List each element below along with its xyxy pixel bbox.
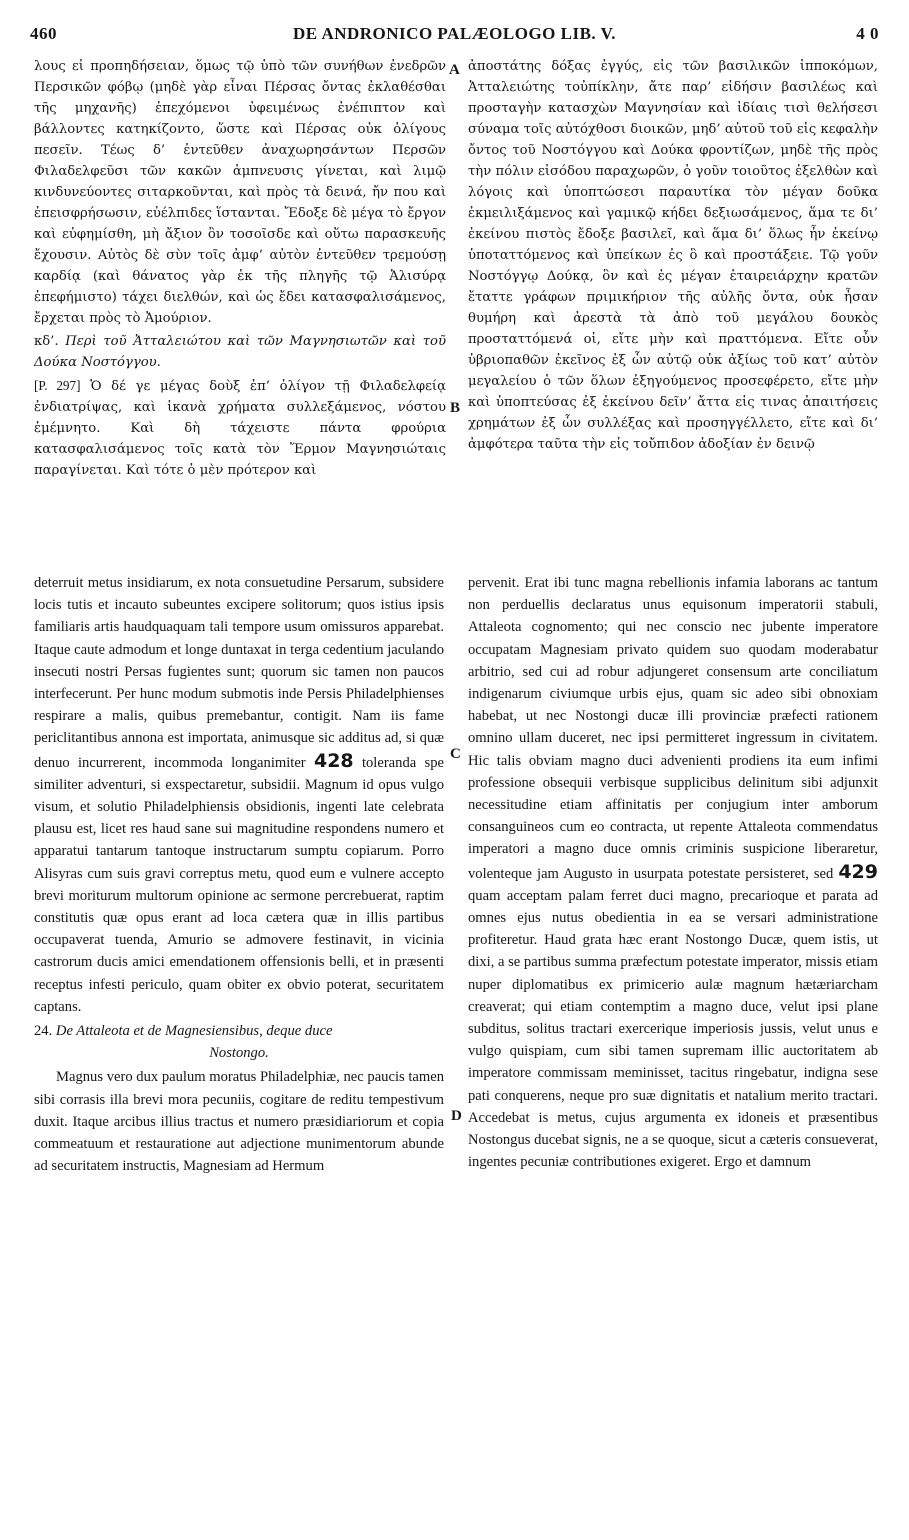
greek-section-heading (34, 331, 446, 373)
margin-letter-b: B (450, 400, 461, 416)
latin-paragraph (468, 572, 878, 1173)
running-title: DE ANDRONICO PALÆOLOGO LIB. V. (293, 24, 616, 43)
margin-letter-c: C (450, 746, 461, 762)
page-number: 460 (30, 24, 57, 43)
latin-column-right (468, 572, 878, 1532)
latin-section-title-cont: Nostongo. (209, 1045, 269, 1062)
marginal-number: 429 (838, 860, 878, 883)
latin-section-number: 24. (34, 1023, 53, 1040)
greek-paragraph (34, 375, 446, 481)
latin-section-title: De Attaleota et de Magnesiensibus, deque duce (55, 1023, 333, 1040)
running-head-right: 4 0 (856, 24, 879, 43)
greek-paragraph: λους εἰ προπηδήσειαν, ὅμως τῷ ὑπὸ τῶν συνήθων ἐνεδρῶν Περσικῶν φόβῳ (μηδὲ γὰρ εἶναι Πέρσας ὄντας ἐκλαθέσθαι τῆς μηχανῆς) ἐπεχόμενοι ὑφειμένως ἐνέπιπτον καὶ βάλλοντες κατηκίζοντο, ὥστε καὶ Πέρσας οὐκ ὀλίγους πεσεῖν. Τέως δ’ ἐντεῦθεν ἀναχωρησάντων Περσῶν Φιλαδελφεῦσι τῶν κακῶν ἀμπνευσις γίνεται, καὶ λιμῷ κινδυνεύοντες σιταρκοῦνται, καὶ πρὸς τὰ δεινά, ἤν που καὶ ἐπεισφρήσωσιν, εὐέλπιδες ἵστανται. Ἔδοξε δὲ μέγα τὸ ἔργον καὶ εὐφημίσθη, μὴ ἄξιον ὂν τοσοῖσδε καὶ οὕτω παρασκευῆς ἔχουσιν. Αὐτὸς δὲ σὺν τοῖς ἀμφ’ αὐτὸν ἐντεῦθεν τρεμούσῃ καρδίᾳ (καὶ θάνατος γὰρ ἐκ τῆς πληγῆς τῷ Ἀλισύρᾳ ἐπεφήμιστο) τάχει διελθών, καὶ ὡς ἔδει κατασφαλισάμενος, ἔρχεται πρὸς τὸ Ἀμούριον. (34, 59, 446, 326)
greek-paragraph: ἀποστάτης δόξας ἐγγύς, εἰς τῶν βασιλικῶν ἱπποκόμων, Ἀτταλειώτης τοὐπίκλην, ἄτε παρ’ εἰδήσιν βασιλέως καὶ προσταγὴν κατασχὼν Μαγνησίαν καὶ ἰδίαις τισὶ θελήσεσι σύναμα τοῖς αὐτόχθοσι διοικῶν, μηδ’ αὐτοῦ τοῦ εἰς κεφαλὴν ὄντος τοῦ Νοστόγγου καὶ Δούκα φροντίζων, μηδὲ τῆς πρὸς τὴν πόλιν εἰσόδου παραχωρῶν, ὁ γοῦν τοιοῦτος ἐξελθὼν καὶ λόγοις καὶ ὑποπτώσεσι παραυτίκα τὸν μέγαν δοῦκα ἐκμειλιξάμενος καὶ γαμικῷ κήδει δεξιωσάμενος, ἅμα τε δι’ ἐκείνου πιστὸς ἔδοξε βασιλεῖ, καὶ ἅμα δι’ ὅλως ἦν ἐκείνῳ ὑποταττόμενος καὶ ὑπείκων ἐς ὃ καὶ προστάξειε. Τῷ γοῦν Νοστόγγῳ Δούκᾳ, ὃν καὶ ἐς μέγαν ἑταιρειάρχην κρατῶν ἔταττε γράφων πριμικήριον τῆς αὐλῆς ὄντα, οὐκ ἦσαν θυμήρη καὶ ἀρεστὰ τὰ ἀπὸ τοῦ μεγάλου δουκὸς προσταττόμενά οἱ, εἴτε μὴν καὶ πραττόμενα. Εἴτε οὖν ὑβριοπαθῶν ἐκεῖνος ἐξ ὧν αὐτῷ οὐκ ἀξίως τοῦ κατ’ αὐτὸν μεγαλείου ὁ τῶν ὅλων ἐξηγούμενος προσεφέρετο, εἴτε μὴν καὶ ὑποπτεύσας ἐξ ἐκείνου δεῖν’ ἄττα εἰς τινας ἀπαιτήσεις χρημάτων ἐξ ὧν συλλέξας καὶ προσηγγέλλετο, εἴτε καὶ δι’ ἀμφότερα ταῦτα τὴν εἰς τοὔπιδον ἀδοξίαν ἐν δεινῷ (468, 59, 878, 452)
latin-paragraph-text: quam acceptam palam ferret duci magno, precarioque et parata ad omnes ejus nutus obedientia in ea se versari administratione profiteretur. Haud grata hæc erant Nostongo Ducæ, quem istis, ut dixi, a se partibus summa præfectum potestate imperator, missis etiam nuper diplomatibus ex primicerio aulæ magnum hætæriarcham creaverat; qui etiam contemptim a magno duce, velut ipsi plane subditus, solitus tractari exercerique imperiosis jussis, velut unus e vulgo quispiam, cum sibi tamen supremam illic auctoritatem ab imperatore commissam meminisset, tacitus ringebatur, indigna sese pati conquerens, neque pro suæ dignitatis et natalium merito tractari. Accedebat is metus, cujus argumenta ex idoneis et præsentibus Nostongus ducebat signis, ne a se quoque, sicut a cæteris consueverat, ingentes pecuniæ contributiones exigeret. Ergo et damnum (468, 887, 878, 1171)
latin-paragraph (34, 572, 444, 1018)
margin-letter-a: A (449, 62, 460, 78)
latin-paragraph-text: pervenit. Erat ibi tunc magna rebellionis infamia laborans ac tantum non perduellis declaratus unus equisonum imperatorii stabuli, Attaleota cognomento; qui nec conscio nec jubente imperatore occupatam Magnesiam privato quidem suo quodam moderabatur arbitrio, sed cui ad robur adjungeret consensum arte conciliatum indigenarum civiumque urbis ejus, quam sic adeo sibi obnoxiam habebat, ut nec Nostongi ducæ illi provinciæ præfecti rationem omnino ullam duceret, nec ipsi permitteret ingressum in civitatem. Hic talis obviam magno duci advenienti prodiens ita eum infimi professione obsequii verbisque supplicibus delinitum sibi adjunxit necessitudine etiam affinitatis per conjugium inter amborum consanguineos cum eo contracta, ut repente Attaleota commendatus imperatori a magno duce omnis criminis suspicione liberaretur, volenteque jam Augusto in usurpata potestate persisteret, sed (468, 575, 878, 882)
running-head (30, 24, 879, 50)
latin-section-heading (34, 1020, 444, 1064)
marginal-number: 428 (313, 749, 354, 772)
greek-paragraph-text: Ὁ δέ γε μέγας δοὺξ ἐπ’ ὀλίγον τῇ Φιλαδελφείᾳ ἐνδιατρίψας, καὶ ἱκανὰ χρήματα συλλεξάμενος, νόστου ἐμέμνητο. Καὶ δὴ τάχειστε πάντα φρούρια κατασφαλισάμενος τοῖς κατὰ τὸν Ἕρμον Μαγνησιώταις παραγίνεται. Καὶ τότε ὁ μὲν πρότερον καὶ (34, 379, 447, 478)
latin-paragraph-text: deterruit metus insidiarum, ex nota consuetudine Persarum, subsidere locis tutis et incauto subeuntes excipere solitorum; quos istius ipsis familiaris artis haudquaquam tali tempore usum omissuros apparebat. Itaque caute admodum et longe duntaxat in terga cedentium jaculando insecuti nostri Persas fugientes sunt; quorum sic tamen non paucos interfecerunt. Per hunc modum submotis inde Persis Philadelphienses respirare a malis, quibus premebantur, contigit. Nam iis fame periclitantibus annona est importata, animusque sic additus ad, si quæ denuo incurrerent, incommoda longanimiter (34, 575, 444, 771)
greek-column-right (468, 56, 878, 558)
page-reference: [P. 297] (34, 378, 81, 393)
latin-paragraph: Magnus vero dux paulum moratus Philadelphiæ, nec paucis tamen sibi corrasis illa brevi mora pecuniis, cogitare de reditu tempestivum duxit. Itaque arcibus illius tractus et numero præsidiariorum et copia commeatuum et restauratione aut adjectione munimentorum abunde ad securitatem instructis, Magnesiam ad Hermum (34, 1069, 444, 1175)
latin-column-left (34, 572, 444, 1532)
greek-column-left (34, 56, 446, 558)
greek-section-title: Περὶ τοῦ Ἀτταλειώτου καὶ τῶν Μαγνησιωτῶν καὶ τοῦ Δούκα Νοστόγγου. (34, 334, 446, 370)
greek-section-number: κδ’. (34, 334, 59, 349)
latin-paragraph-text: toleranda spe similiter adventuri, si exspectaretur, subsidii. Magnum id opus vulgo visum, et solutio Philadelphiensis obsidionis, ingenti late celebrata plausu est, licet res haud sane sui magnitudine respondens numero et apparatui tantarum tantoque instructarum sumptu copiarum. Porro Alisyras cum suis gravi correptus metu, quod eum e vulnere accepto brevi moriturum multorum opinione ac sermone percrebuerat, raptim constitutis quæ opus erant ad loca cætera quæ in illis partibus occupaverat tuenda, Amurio se admovere festinavit, in vicinia castrorum ducis amici emendationem offensionis belli, et in præsenti receptus infesti periculo, quam obiter ex obvio poterat, securitatem captans. (34, 754, 444, 1015)
margin-letter-d: D (451, 1108, 462, 1124)
